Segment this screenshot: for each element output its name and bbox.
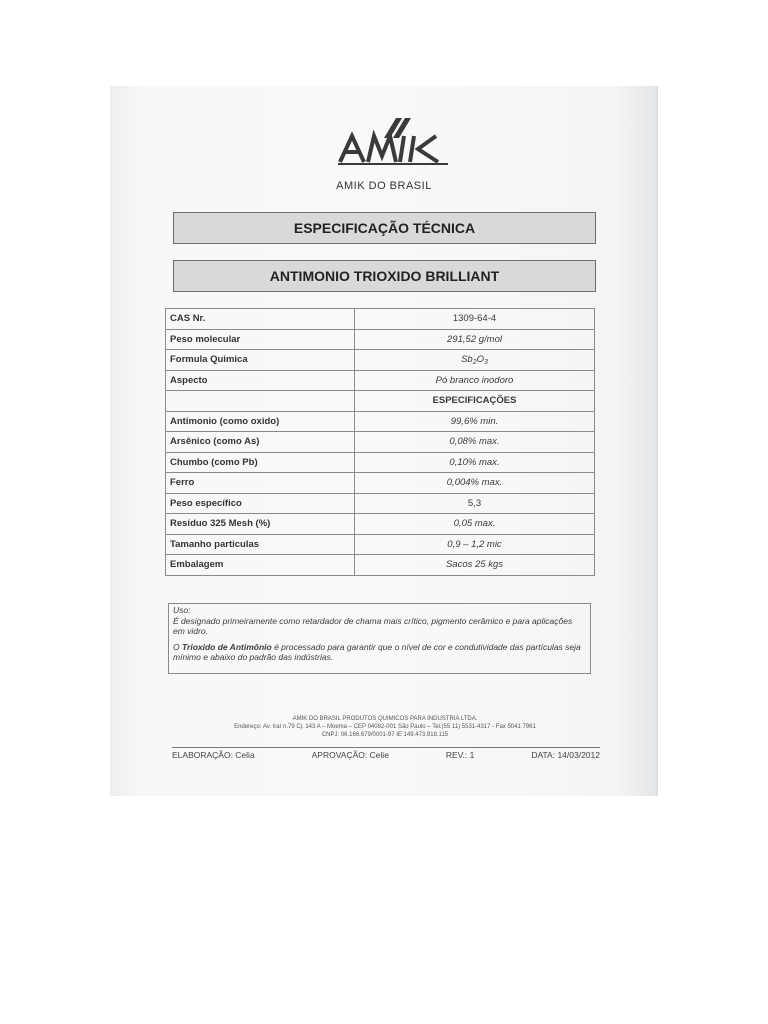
table-row xyxy=(166,473,595,494)
section-title: ESPECIFICAÇÃO TÉCNICA xyxy=(173,212,596,244)
formula-subscript: 3 xyxy=(484,358,488,366)
page-edge xyxy=(654,86,658,796)
property-value: 5,3 xyxy=(355,493,595,514)
formula-subscript: 2 xyxy=(472,358,477,366)
property-label: Aspecto xyxy=(166,370,355,391)
usage-paragraph: É designado primeiramente como retardador de chama mais crítico, pigmento cerâmico e para aplicações em vidro. xyxy=(173,615,573,636)
company-footer xyxy=(170,715,600,739)
specifications-header: ESPECIFICAÇÕES xyxy=(355,391,595,412)
table-row xyxy=(166,370,595,391)
usage-box xyxy=(168,603,591,674)
revision-field: REV.: 1 xyxy=(445,750,475,760)
table-row xyxy=(166,391,595,412)
property-value: 0,9 – 1,2 mic xyxy=(355,534,595,555)
date-field: DATA: 14/03/2012 xyxy=(531,750,600,760)
scanned-document xyxy=(110,86,658,796)
footer-company-line: AMIK DO BRASIL PRODUTOS QUIMICOS PARA INDUSTRIA LTDA. xyxy=(292,716,478,722)
table-row xyxy=(166,432,595,453)
usage-emphasis: Trioxido de Antimônio xyxy=(181,641,272,652)
table-row xyxy=(166,493,595,514)
footer-cnpj-line: CNPJ: 06.166.679/0001-97 IE 149.473.918.115 xyxy=(321,732,449,738)
table-row xyxy=(166,514,595,535)
table-row xyxy=(166,309,595,330)
table-row xyxy=(166,534,595,555)
usage-text: O xyxy=(173,641,182,652)
property-label: Peso específico xyxy=(166,493,355,514)
property-label: Embalagem xyxy=(166,555,355,576)
property-value: 0,08% max. xyxy=(355,432,595,453)
property-value: 0,05 max. xyxy=(355,514,595,535)
company-name: AMIK DO BRASIL xyxy=(336,180,432,192)
property-label: Tamanho particulas xyxy=(166,534,355,555)
formula-part: O xyxy=(476,353,484,365)
property-label: Arsênico (como As) xyxy=(166,432,355,453)
property-value: Sacos 25 kgs xyxy=(355,555,595,576)
table-row xyxy=(166,350,595,371)
amik-logo xyxy=(338,116,450,168)
table-row xyxy=(166,411,595,432)
approval-field: APROVAÇÃO: Celie xyxy=(311,750,389,760)
footer-address-line: Endereço: Av. Iraí n.79 Cj. 143 A – Moema – CEP 04082-001 São Paulo – Tel.(55 11) 5531-4317 - Fax 5041 7961 xyxy=(234,724,536,730)
property-value: 99,6% min. xyxy=(355,411,595,432)
usage-title: Uso: xyxy=(173,605,191,615)
property-label: CAS Nr. xyxy=(166,309,355,330)
product-title: ANTIMONIO TRIOXIDO BRILLIANT xyxy=(173,260,596,292)
specification-table xyxy=(165,308,595,576)
usage-paragraph xyxy=(173,642,586,663)
property-label: Ferro xyxy=(166,473,355,494)
elaboration-field: ELABORAÇÃO: Celia xyxy=(172,750,255,760)
property-value: Pó branco inodoro xyxy=(355,370,595,391)
property-label: Chumbo (como Pb) xyxy=(166,452,355,473)
table-row xyxy=(166,452,595,473)
formula-part: Sb xyxy=(461,353,473,365)
property-label: Antimonio (como oxido) xyxy=(166,411,355,432)
property-value: 0,10% max. xyxy=(355,452,595,473)
property-label xyxy=(166,391,355,412)
chemical-formula xyxy=(355,350,595,371)
property-label: Peso molecular xyxy=(166,329,355,350)
property-value: 1309-64-4 xyxy=(355,309,595,330)
usage-text: é processado para garantir que o nível de cor e condutividade das partículas seja mínimo e abaixo do padrão das indústrias. xyxy=(173,641,581,662)
property-label: Formula Quimica xyxy=(166,350,355,371)
table-row xyxy=(166,555,595,576)
table-row xyxy=(166,329,595,350)
property-value: 0,004% max. xyxy=(355,473,595,494)
property-value: 291,52 g/mol xyxy=(355,329,595,350)
signoff-bar xyxy=(172,747,600,760)
property-label: Resíduo 325 Mesh (%) xyxy=(166,514,355,535)
